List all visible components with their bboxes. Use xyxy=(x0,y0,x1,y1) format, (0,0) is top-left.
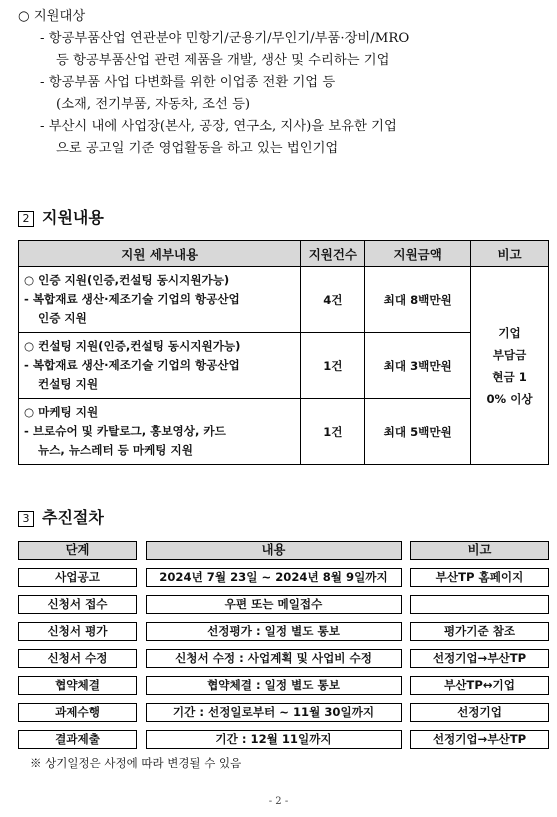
support-detail-cell xyxy=(19,399,301,465)
table-row xyxy=(19,267,549,333)
table-row xyxy=(18,595,549,614)
section-2-title-text: 지원내용 xyxy=(42,208,104,227)
support-detail-cell xyxy=(19,267,301,333)
section-2-number: 2 xyxy=(18,211,34,227)
support-count-cell: 1건 xyxy=(301,333,365,399)
eligibility-line-4: (소재, 전기부품, 자동차, 조선 등) xyxy=(56,97,251,112)
table-row xyxy=(18,622,549,641)
support-detail-line: - 복합재료 생산·제조기술 기업의 항공산업 xyxy=(24,292,240,306)
support-amount-cell: 최대 5백만원 xyxy=(365,399,471,465)
support-note-cell xyxy=(471,267,549,465)
support-detail-line: - 복합재료 생산·제조기술 기업의 항공산업 xyxy=(24,358,240,372)
support-header-count: 지원건수 xyxy=(301,241,365,267)
section-3-title-text: 추진절차 xyxy=(42,508,104,527)
support-count-cell: 1건 xyxy=(301,399,365,465)
support-detail-title: ○ 컨설팅 지원(인증,컨설팅 동시지원가능) xyxy=(24,339,241,353)
eligibility-line-5: - 부산시 내에 사업장(본사, 공장, 연구소, 지사)을 보유한 기업 xyxy=(40,119,397,134)
table-row xyxy=(18,676,549,695)
section-2-title xyxy=(18,205,104,228)
eligibility-heading: ○ 지원대상 xyxy=(18,9,86,24)
process-content: 협약체결 : 일정 별도 통보 xyxy=(146,676,402,695)
process-step: 신청서 접수 xyxy=(18,595,137,614)
support-amount-cell: 최대 3백만원 xyxy=(365,333,471,399)
table-row xyxy=(18,730,549,749)
process-note xyxy=(410,595,549,614)
eligibility-line-6: 으로 공고일 기준 영업활동을 하고 있는 법인기업 xyxy=(56,141,339,156)
process-step: 결과제출 xyxy=(18,730,137,749)
section-3-number: 3 xyxy=(18,511,34,527)
table-row xyxy=(19,333,549,399)
process-content: 기간 : 선정일로부터 ~ 11월 30일까지 xyxy=(146,703,402,722)
support-table xyxy=(18,240,549,465)
process-content: 기간 : 12월 11일까지 xyxy=(146,730,402,749)
support-count-cell: 4건 xyxy=(301,267,365,333)
process-content: 우편 또는 메일접수 xyxy=(146,595,402,614)
support-table-header-row xyxy=(19,241,549,267)
process-content: 2024년 7월 23일 ~ 2024년 8월 9일까지 xyxy=(146,568,402,587)
process-note: 선정기업→부산TP xyxy=(410,649,549,668)
table-row xyxy=(18,649,549,668)
process-step: 신청서 수정 xyxy=(18,649,137,668)
support-detail-line: - 브로슈어 및 카탈로그, 홍보영상, 카드 xyxy=(24,424,226,438)
process-note: 선정기업 xyxy=(410,703,549,722)
process-header-row xyxy=(18,541,549,560)
process-note: 선정기업→부산TP xyxy=(410,730,549,749)
support-detail-cell xyxy=(19,333,301,399)
support-header-detail: 지원 세부내용 xyxy=(19,241,301,267)
process-header-note: 비고 xyxy=(410,541,549,560)
support-header-note: 비고 xyxy=(471,241,549,267)
schedule-footnote: ※ 상기일정은 사정에 따라 변경될 수 있음 xyxy=(30,756,242,770)
support-detail-line: 뉴스, 뉴스레터 등 마케팅 지원 xyxy=(38,443,193,457)
page-number: - 2 - xyxy=(268,796,289,807)
eligibility-line-3: - 항공부품 사업 다변화를 위한 이업종 전환 기업 등 xyxy=(40,75,336,90)
process-table xyxy=(18,541,549,757)
support-note-line: 현금 1 xyxy=(492,369,527,384)
support-detail-line: 컨설팅 지원 xyxy=(38,377,99,391)
process-content: 선정평가 : 일정 별도 통보 xyxy=(146,622,402,641)
process-header-step: 단계 xyxy=(18,541,137,560)
support-note-line: 부담금 xyxy=(492,347,527,362)
support-note-line: 0% 이상 xyxy=(486,391,533,406)
support-detail-title: ○ 마케팅 지원 xyxy=(24,405,99,419)
process-step: 신청서 평가 xyxy=(18,622,137,641)
eligibility-section xyxy=(18,6,548,160)
table-row xyxy=(18,703,549,722)
table-row xyxy=(19,399,549,465)
support-header-amount: 지원금액 xyxy=(365,241,471,267)
section-3-title xyxy=(18,505,104,528)
support-detail-line: 인증 지원 xyxy=(38,311,87,325)
process-header-content: 내용 xyxy=(146,541,402,560)
process-step: 과제수행 xyxy=(18,703,137,722)
support-detail-title: ○ 인증 지원(인증,컨설팅 동시지원가능) xyxy=(24,273,230,287)
process-step: 협약체결 xyxy=(18,676,137,695)
eligibility-line-1: - 항공부품산업 연관분야 민항기/군용기/무인기/부품·장비/MRO xyxy=(40,31,410,46)
process-step: 사업공고 xyxy=(18,568,137,587)
support-amount-cell: 최대 8백만원 xyxy=(365,267,471,333)
process-note: 부산TP↔기업 xyxy=(410,676,549,695)
table-row xyxy=(18,568,549,587)
eligibility-line-2: 등 항공부품산업 관련 제품을 개발, 생산 및 수리하는 기업 xyxy=(56,53,390,68)
process-note: 부산TP 홈페이지 xyxy=(410,568,549,587)
process-note: 평가기준 참조 xyxy=(410,622,549,641)
process-content: 신청서 수정 : 사업계획 및 사업비 수정 xyxy=(146,649,402,668)
support-note-line: 기업 xyxy=(498,325,521,340)
